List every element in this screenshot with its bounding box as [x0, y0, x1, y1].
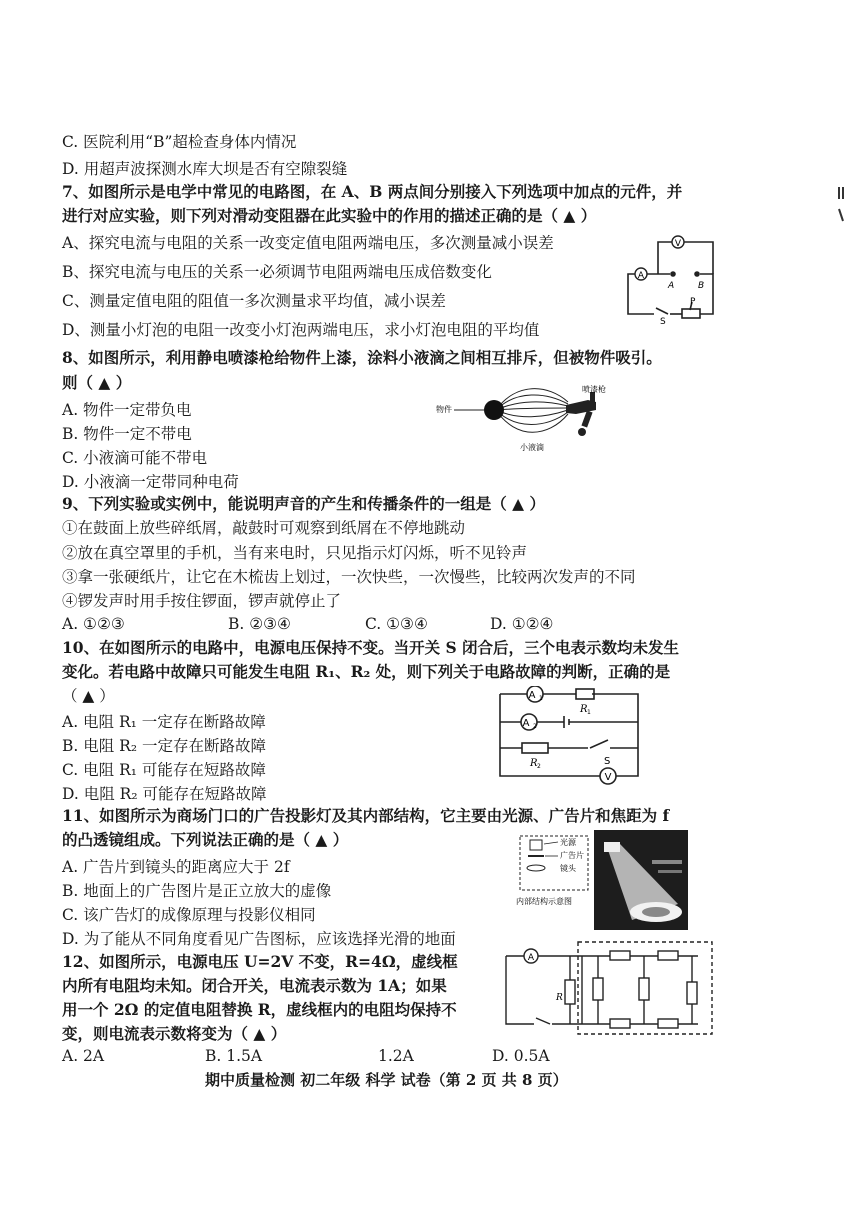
diagram-caption: 内部结构示意图: [516, 897, 572, 906]
question-12-option-d: D. 0.5A: [492, 1047, 550, 1065]
question-7-stem: 7、如图所示是电学中常见的电路图，在 A、B 两点间分别接入下列选项中加点的元件，并: [62, 182, 683, 201]
page-footer: 期中质量检测 初二年级 科学 试卷（第 2 页 共 8 页）: [205, 1071, 568, 1089]
question-7-stem-2: 进行对应实验，则下列对滑动变阻器在此实验中的作用的描述正确的是（ ▲ ）: [62, 206, 597, 225]
question-8-spray-gun-diagram: [436, 378, 616, 458]
object-label: 物件: [436, 405, 452, 414]
question-12-option-c: 1.2A: [378, 1047, 414, 1065]
question-12-option-b: B. 1.5A: [205, 1047, 263, 1065]
question-7-option-c: C、测量定值电阻的阻值一多次测量求平均值，减小误差: [62, 292, 446, 310]
question-10-circuit-diagram: [492, 686, 642, 786]
resistor-r-label: R: [556, 993, 563, 1003]
question-12-option-a: A. 2A: [62, 1047, 105, 1065]
question-8-option-d: D. 小液滴一定带同种电荷: [62, 473, 239, 491]
light-source-label: 光源: [560, 838, 576, 847]
question-12-stem-4: 变，则电流表示数将变为（ ▲ ）: [62, 1024, 287, 1043]
question-8-option-a: A. 物件一定带负电: [62, 401, 192, 419]
question-9-stem: 9、下列实验或实例中，能说明声音的产生和传播条件的一组是（ ▲ ）: [62, 494, 545, 513]
resistor-r2-subscript: 2: [537, 763, 541, 770]
ammeter-a2-subscript: 2: [533, 723, 537, 730]
resistor-r1-subscript: 1: [587, 709, 591, 716]
question-10-stem-2: 变化。若电路中故障只可能发生电阻 R₁、R₂ 处，则下列关于电路故障的判断，正确的是: [62, 662, 671, 681]
question-11-stem-2: 的凸透镜组成。下列说法正确的是（ ▲ ）: [62, 830, 349, 849]
question-9-option-c: C. ①③④: [365, 615, 428, 633]
question-10-stem-3: （ ▲ ）: [62, 687, 115, 705]
question-7-option-d: D、测量小灯泡的电阻一改变小灯泡两端电压，求小灯泡电阻的平均值: [62, 321, 540, 339]
binding-margin-mark: [836, 185, 846, 225]
resistor-r2-label: R: [530, 758, 538, 769]
question-10-option-b: B. 电阻 R₂ 一定存在断路故障: [62, 737, 266, 755]
question-9-option-d: D. ①②④: [490, 615, 554, 633]
question-10-option-d: D. 电阻 R₂ 可能存在短路故障: [62, 785, 267, 803]
question-9-option-a: A. ①②③: [62, 615, 125, 633]
question-7-option-a: A、探究电流与电阻的关系一改变定值电阻两端电压，多次测量减小误差: [62, 234, 554, 252]
question-12-stem: 12、如图所示，电源电压 U=2V 不变，R=4Ω，虚线框: [62, 952, 458, 971]
question-12-stem-2: 内所有电阻均未知。闭合开关，电流表示数为 1A；如果: [62, 976, 447, 995]
question-7-option-b: B、探究电流与电压的关系一必须调节电阻两端电压成倍数变化: [62, 263, 492, 281]
resistor-r1-label: R: [580, 704, 588, 715]
lens-label: 镜头: [560, 864, 576, 873]
ammeter-a2-label: A: [522, 718, 530, 729]
question-11-option-a: A. 广告片到镜头的距离应大于 2f: [62, 858, 290, 876]
droplet-label: 小液滴: [520, 443, 544, 452]
switch-label: S: [660, 317, 666, 324]
question-11-option-c: C. 该广告灯的成像原理与投影仪相同: [62, 906, 316, 924]
ammeter-label: A: [637, 271, 645, 281]
question-11-projector-diagram: [512, 830, 688, 930]
ammeter-a1-label: A: [528, 690, 536, 701]
question-9-item-1: ①在鼓面上放些碎纸屑，敲鼓时可观察到纸屑在不停地跳动: [62, 519, 466, 537]
question-10-option-c: C. 电阻 R₁ 可能存在短路故障: [62, 761, 266, 779]
option-6c: C. 医院利用“B”超检查身体内情况: [62, 133, 297, 151]
question-11-option-b: B. 地面上的广告图片是正立放大的虚像: [62, 882, 332, 900]
question-9-item-4: ④锣发声时用手按住锣面，锣声就停止了: [62, 592, 342, 610]
question-7-circuit-diagram: [618, 232, 718, 324]
question-8-option-c: C. 小液滴可能不带电: [62, 449, 208, 467]
gun-label: 喷漆枪: [582, 385, 606, 394]
point-a-label: A: [668, 281, 675, 291]
question-12-stem-3: 用一个 2Ω 的定值电阻替换 R，虚线框内的电阻均保持不: [62, 1000, 457, 1019]
question-12-circuit-diagram: [498, 940, 718, 1036]
question-11-option-d: D. 为了能从不同角度看见广告图标，应该选择光滑的地面: [62, 930, 456, 948]
voltmeter-label: V: [604, 772, 612, 783]
question-8-stem: 8、如图所示，利用静电喷漆枪给物件上漆，涂料小液滴之间相互排斥，但被物件吸引。: [62, 348, 662, 367]
question-11-stem: 11、如图所示为商场门口的广告投影灯及其内部结构，它主要由光源、广告片和焦距为 f: [62, 806, 670, 825]
rheostat-label: P: [690, 297, 696, 307]
ammeter-label: A: [527, 953, 535, 963]
question-8-stem-2: 则（ ▲ ）: [62, 373, 132, 392]
question-9-item-3: ③拿一张硬纸片，让它在木梳齿上划过，一次快些，一次慢些，比较两次发声的不同: [62, 568, 636, 586]
ammeter-a1-subscript: 1: [539, 695, 543, 702]
question-10-stem: 10、在如图所示的电路中，电源电压保持不变。当开关 S 闭合后，三个电表示数均未发生: [62, 638, 680, 657]
question-8-option-b: B. 物件一定不带电: [62, 425, 192, 443]
question-10-option-a: A. 电阻 R₁ 一定存在断路故障: [62, 713, 266, 731]
voltmeter-label: V: [674, 239, 682, 249]
point-b-label: B: [698, 281, 705, 291]
slide-label: 广告片: [560, 851, 584, 860]
switch-label: S: [604, 756, 611, 767]
option-6d: D. 用超声波探测水库大坝是否有空隙裂缝: [62, 160, 348, 178]
question-9-option-b: B. ②③④: [228, 615, 291, 633]
question-9-item-2: ②放在真空罩里的手机，当有来电时，只见指示灯闪烁，听不见铃声: [62, 544, 528, 562]
